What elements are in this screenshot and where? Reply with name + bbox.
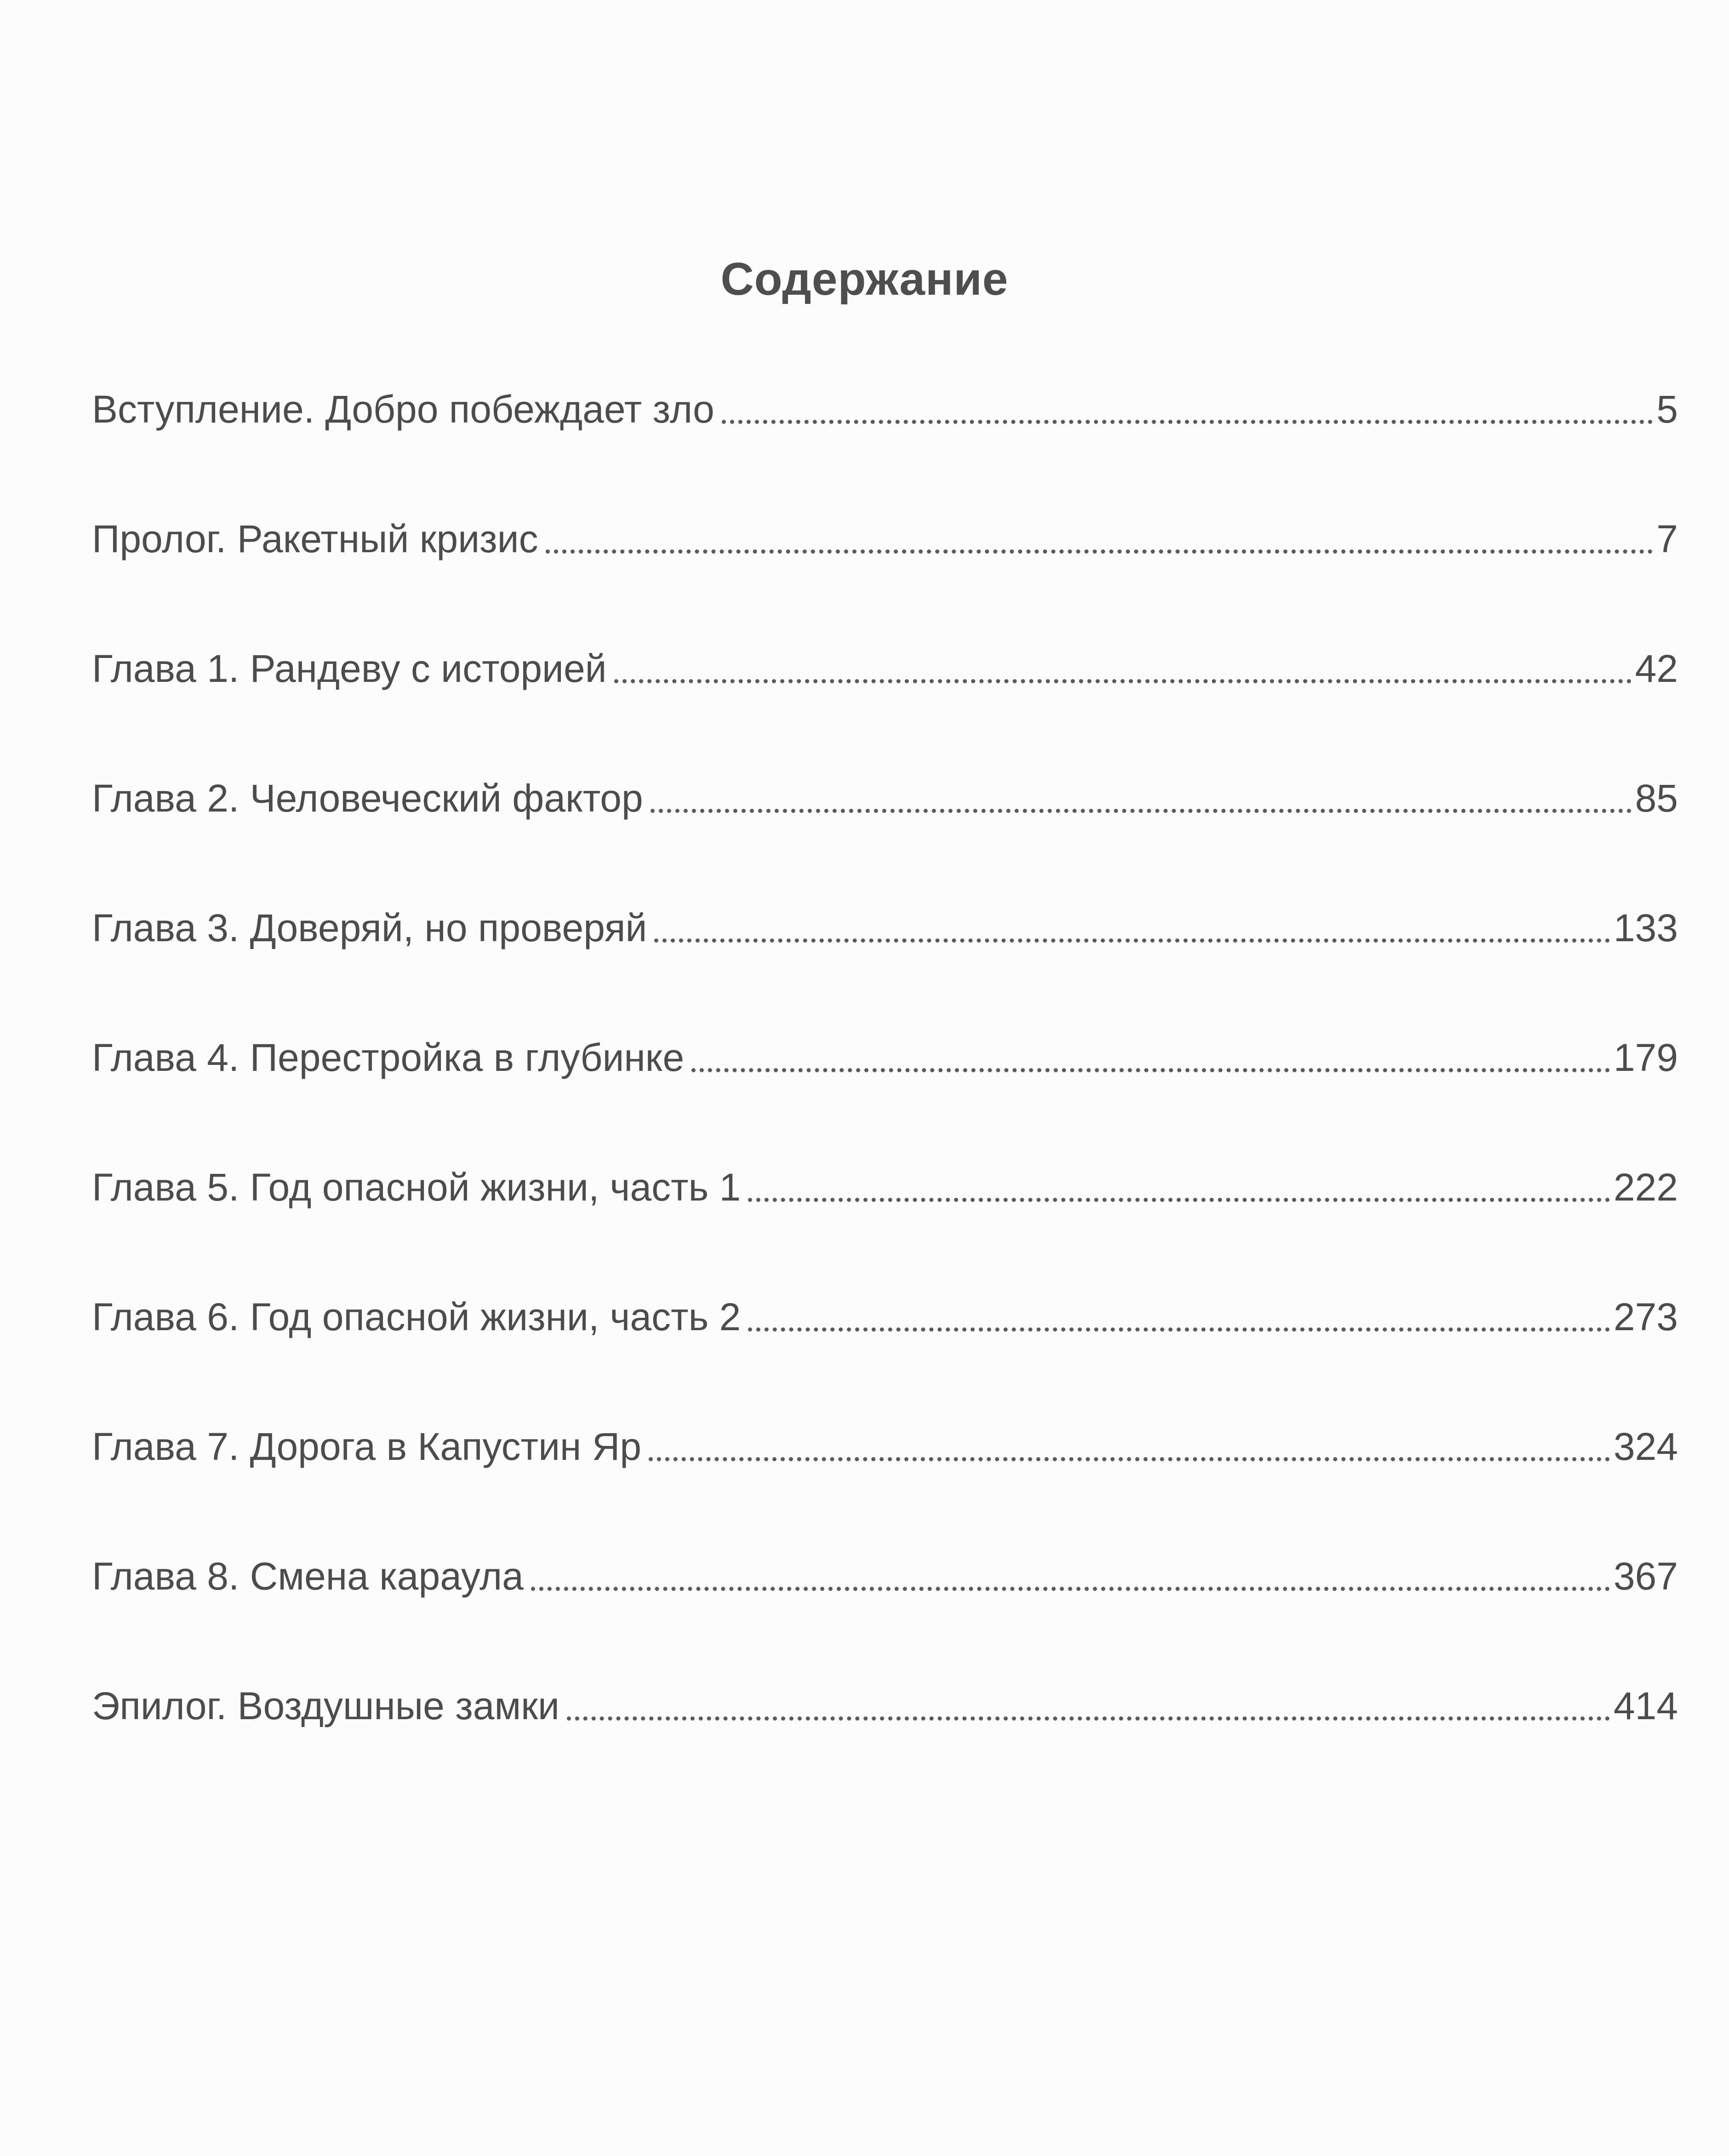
toc-entry[interactable] [92, 775, 1678, 905]
toc-entry-page-number: 273 [1613, 1295, 1678, 1338]
toc-entry[interactable] [92, 646, 1678, 775]
toc-list [92, 386, 1678, 1813]
toc-entry-title: Глава 8. Смена караула [92, 1555, 524, 1598]
toc-entry[interactable] [92, 1553, 1678, 1683]
toc-entry[interactable] [92, 1035, 1678, 1164]
dot-leader [654, 938, 1609, 943]
dot-leader [531, 1587, 1610, 1591]
toc-entry-title: Глава 5. Год опасной жизни, часть 1 [92, 1166, 741, 1209]
dot-leader [748, 1198, 1609, 1202]
toc-entry-title: Вступление. Добро побеждает зло [92, 388, 714, 431]
toc-entry[interactable] [92, 1164, 1678, 1294]
dot-leader [614, 679, 1632, 683]
toc-entry[interactable] [92, 1424, 1678, 1553]
toc-entry-title: Глава 2. Человеческий фактор [92, 777, 643, 820]
toc-entry-title: Глава 6. Год опасной жизни, часть 2 [92, 1295, 741, 1338]
toc-entry-title: Глава 7. Дорога в Капустин Яр [92, 1425, 642, 1468]
toc-entry-title: Глава 4. Перестройка в глубинке [92, 1036, 685, 1079]
dot-leader [651, 809, 1632, 813]
toc-entry-page-number: 7 [1656, 517, 1678, 560]
toc-entry-page-number: 42 [1635, 647, 1678, 690]
toc-entry-page-number: 414 [1613, 1684, 1678, 1727]
dot-leader [722, 420, 1653, 424]
page-title: Содержание [720, 253, 1009, 305]
toc-entry-title: Пролог. Ракетный кризис [92, 517, 538, 560]
toc-entry-page-number: 324 [1613, 1425, 1678, 1468]
dot-leader [691, 1068, 1610, 1072]
toc-entry-page-number: 367 [1613, 1555, 1678, 1598]
toc-entry-page-number: 222 [1613, 1166, 1678, 1209]
dot-leader [567, 1716, 1610, 1721]
toc-entry[interactable] [92, 516, 1678, 646]
toc-entry[interactable] [92, 386, 1678, 516]
toc-entry-page-number: 5 [1656, 388, 1678, 431]
toc-entry-title: Эпилог. Воздушные замки [92, 1684, 559, 1727]
toc-entry-page-number: 179 [1613, 1036, 1678, 1079]
toc-entry[interactable] [92, 905, 1678, 1035]
toc-entry-page-number: 85 [1635, 777, 1678, 820]
dot-leader [748, 1327, 1609, 1332]
dot-leader [546, 549, 1653, 554]
dot-leader [649, 1457, 1610, 1461]
toc-entry-title: Глава 1. Рандеву с историей [92, 647, 607, 690]
toc-entry-title: Глава 3. Доверяй, но проверяй [92, 906, 647, 949]
toc-entry[interactable] [92, 1294, 1678, 1424]
toc-entry-page-number: 133 [1613, 906, 1678, 949]
toc-entry[interactable] [92, 1683, 1678, 1813]
